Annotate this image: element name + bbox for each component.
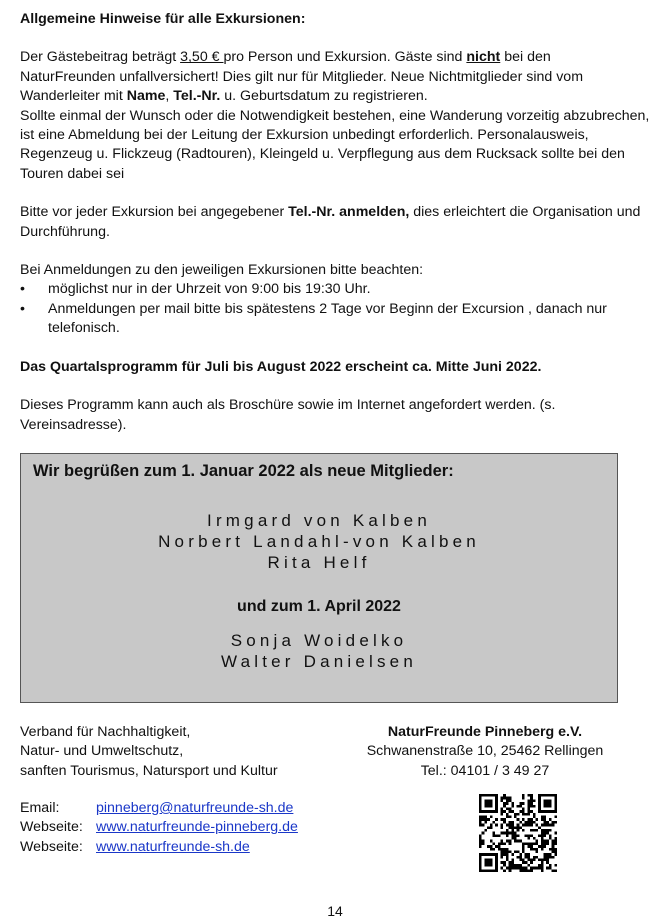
registration-paragraph [20,203,650,242]
text-fragment: Bitte vor jeder Exkursion bei angegebener [20,204,289,221]
contact-label: Webseite: [20,819,83,836]
tagline-line: sanften Tourismus, Natursport und Kultur [20,762,278,779]
member-name: Irmgard von Kalben [207,511,431,530]
program-notice: Das Quartalsprogramm für Juli bis August 2022 erscheint ca. Mitte Juni 2022. [20,358,542,375]
text-fragment: bei den NaturFreunden unfallversichert! Dies gilt nur für Mitglieder. Neue Nichtmitglieder sind vom Wanderleiter mit [20,49,584,105]
emphasis-name: Name [126,88,166,105]
bullet-list [20,280,650,338]
website-link-sh[interactable]: www.naturfreunde-sh.de [96,838,250,855]
tagline-line: Natur- und Umweltschutz, [20,743,184,760]
member-name: Rita Helf [267,553,371,572]
emphasis-tel: Tel.-Nr. [173,88,221,105]
footer-address [340,723,630,781]
contact-label: Webseite: [20,838,83,855]
street-address: Schwanenstraße 10, 25462 Rellingen [366,743,604,760]
org-name: NaturFreunde Pinneberg e.V. [387,724,583,740]
contact-label: Email: [20,800,60,816]
website-link-pinneberg[interactable]: www.naturfreunde-pinneberg.de [96,819,298,836]
abort-paragraph: Sollte einmal der Wunsch oder die Notwendigkeit bestehen, eine Wanderung vorzeitig abzubrechen, ist eine Abmeldung bei der Leitung der Exkursion unbedingt erforderlich. Personalausweis, Regenzeug u. Flickzeug (Radtouren), Kleingeld u. Verpflegung aus dem Rucksack sollte bei den Touren dabei sei [20,107,650,182]
footer-tagline [20,723,278,781]
tagline-line: Verband für Nachhaltigkeit, [20,724,191,740]
notes-intro: Bei Anmeldungen zu den jeweiligen Exkursionen bitte beachten: [20,262,424,279]
contact-row-website [20,818,298,837]
april-subhead: und zum 1. April 2022 [237,598,401,615]
text-fragment: pro Person und Exkursion. Gäste sind [223,49,467,66]
text-fragment: , [165,88,174,105]
member-name: Norbert Landahl-von Kalben [158,532,480,551]
section-heading: Allgemeine Hinweise für alle Exkursionen: [20,11,306,27]
april-members [21,630,617,672]
bullet-item: • Anmeldungen per mail bitte bis spätestens 2 Tage vor Beginn der Excursion , danach nur telefonisch. [20,300,650,339]
notes-section [20,10,650,435]
qr-code-icon [479,794,557,872]
page-number: 14 [327,903,343,919]
brochure-paragraph: Dieses Programm kann auch als Broschüre sowie im Internet angefordert werden. (s. Vereinsadresse). [20,397,556,433]
members-title: Wir begrüßen zum 1. Januar 2022 als neue Mitglieder: [33,462,454,480]
fee-amount: 3,50 € [180,49,224,66]
fee-paragraph [20,48,650,106]
email-link[interactable]: pinneberg@naturfreunde-sh.de [96,800,294,816]
january-members [21,510,617,573]
phone-number: Tel.: 04101 / 3 49 27 [420,762,550,779]
contact-row-email [20,799,298,818]
member-name: Walter Danielsen [220,652,417,671]
bullet-item: • möglichst nur in der Uhrzeit von 9:00 bis 19:30 Uhr. [20,280,650,299]
text-fragment: u. Geburtsdatum zu registrieren. [220,88,428,105]
text-fragment: Der Gästebeitrag beträgt [20,49,181,66]
emphasis-nicht: nicht [466,49,501,66]
contact-row-website [20,838,298,857]
emphasis-register: Tel.-Nr. anmelden, [288,204,410,221]
text-fragment: dies erleichtert die Organisation und Durchführung. [20,204,641,240]
new-members-box [20,453,618,703]
member-name: Sonja Woidelko [230,631,408,650]
contact-list [20,799,298,857]
